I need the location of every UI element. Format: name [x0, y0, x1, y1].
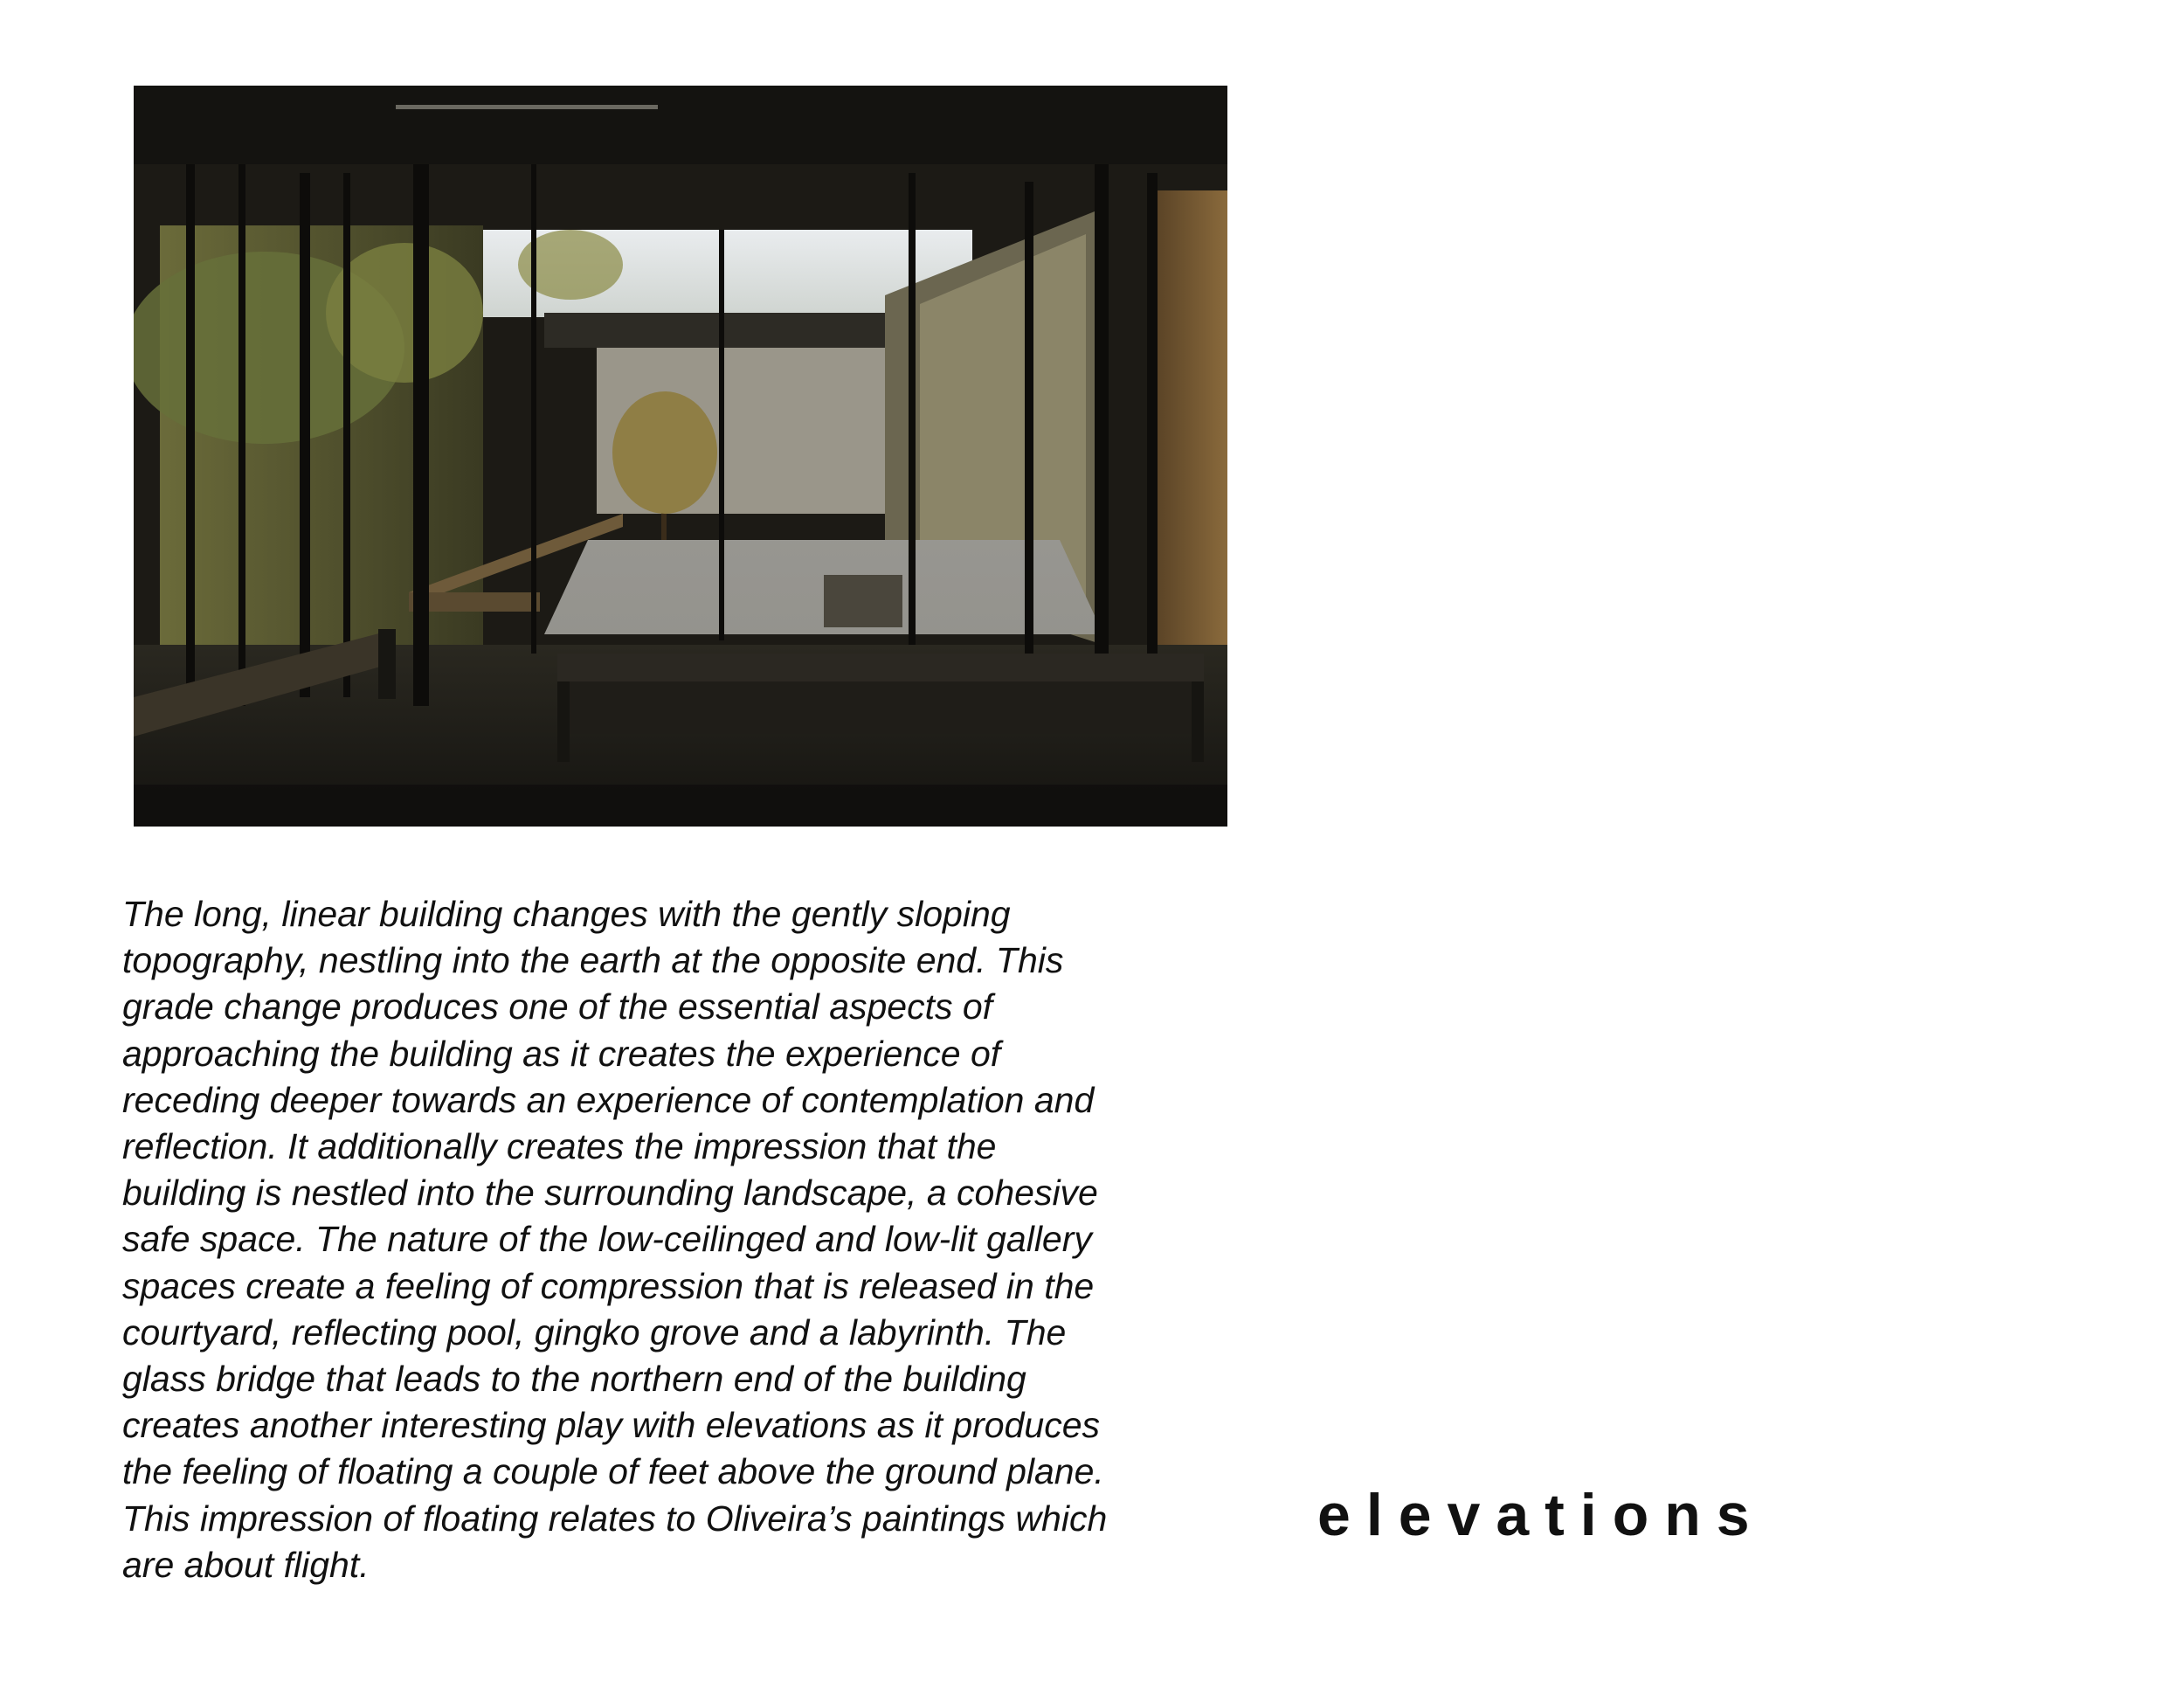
body-text-line: creates another interesting play with elevations as it produces: [122, 1405, 1101, 1446]
body-text-line: are about flight.: [122, 1544, 370, 1585]
body-text-line: topography, nestling into the earth at the opposite end. This: [122, 940, 1064, 981]
body-text-line: The long, linear building changes with the gently sloping: [122, 894, 1011, 934]
body-text-line: spaces create a feeling of compression that is released in the: [122, 1265, 1095, 1306]
section-title: elevations: [1317, 1482, 1766, 1548]
courtyard-illustration: [134, 86, 1227, 827]
body-text-line: safe space. The nature of the low-ceilinged and low-lit gallery: [122, 1219, 1092, 1260]
body-text-line: grade change produces one of the essential aspects of: [122, 986, 993, 1027]
body-text-line: glass bridge that leads to the northern end of the building: [122, 1359, 1026, 1400]
body-text-line: the feeling of floating a couple of feet above the ground plane.: [122, 1451, 1104, 1492]
body-paragraph: [122, 891, 1232, 1588]
body-text-line: receding deeper towards an experience of contemplation and: [122, 1079, 1095, 1120]
body-text-line: building is nestled into the surrounding landscape, a cohesive: [122, 1173, 1098, 1214]
body-text-line: courtyard, reflecting pool, gingko grove and a labyrinth. The: [122, 1311, 1067, 1352]
architecture-photo: [134, 86, 1227, 827]
body-text-line: approaching the building as it creates the experience of: [122, 1033, 1001, 1074]
body-text-line: reflection. It additionally creates the impression that the: [122, 1126, 997, 1167]
body-text-line: This impression of floating relates to Oliveira’s paintings which: [122, 1498, 1108, 1539]
